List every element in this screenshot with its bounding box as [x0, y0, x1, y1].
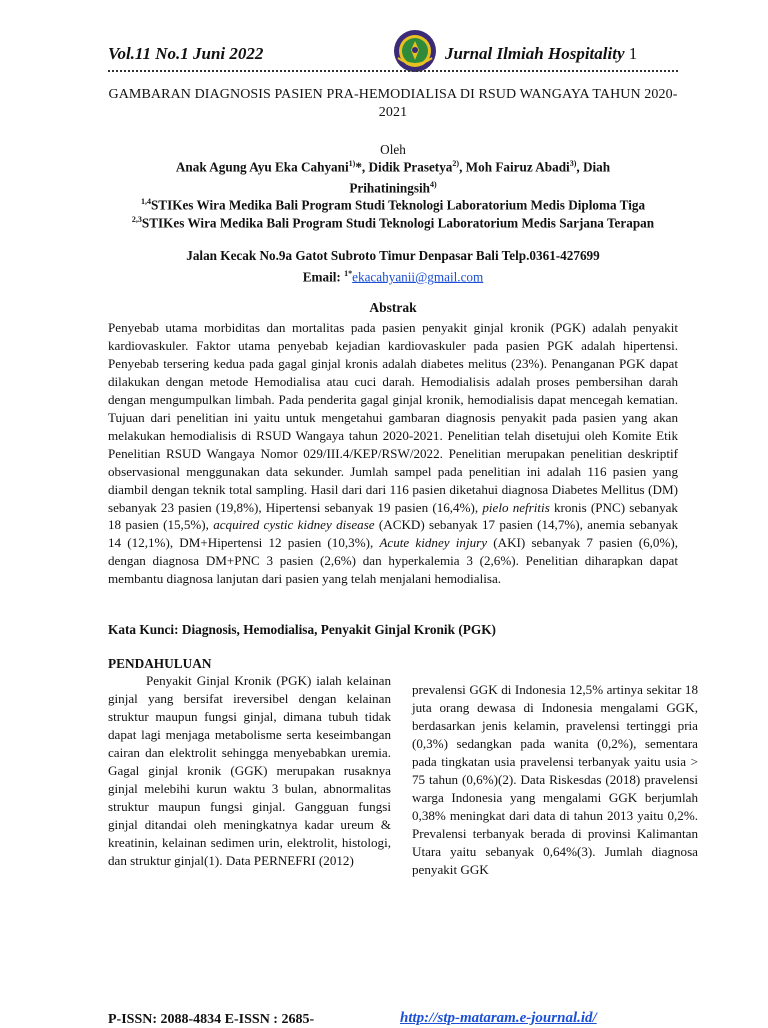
email-link[interactable]: ekacahyanii@gmail.com	[352, 269, 484, 285]
affiliation-2	[108, 211, 678, 232]
email-mark: 1*	[344, 269, 353, 278]
author-4-first: , Diah	[576, 159, 611, 175]
author-3: , Moh Fairuz Abadi	[459, 159, 570, 175]
abstract-heading: Abstrak	[369, 300, 417, 315]
abstract-term-pielonefritis: pielo nefritis	[482, 499, 550, 515]
keywords: Kata Kunci: Diagnosis, Hemodialisa, Penyakit Ginjal Kronik (PGK)	[108, 622, 496, 637]
abstract-term-ackd: acquired cystic kidney disease	[213, 517, 375, 533]
affiliation-1-mark: 1,4	[140, 197, 151, 206]
affiliation-1-text: STIKes Wira Medika Bali Program Studi Teknologi Laboratorium Medis Diploma Tiga	[150, 197, 646, 213]
footer-issn: P-ISSN: 2088-4834 E-ISSN : 2685-	[108, 1012, 315, 1027]
email-line	[108, 265, 678, 286]
author-2: *, Didik Prasetya	[355, 159, 453, 175]
section-heading-pendahuluan: PENDAHULUAN	[108, 656, 212, 671]
affiliation-2-mark: 2,3	[131, 215, 142, 224]
author-1-mark: 1)	[348, 159, 356, 168]
footer-journal-link[interactable]: http://stp-mataram.e-journal.id/	[400, 1010, 597, 1026]
address: Jalan Kecak No.9a Gatot Subroto Timur Denpasar Bali Telp.0361-427699	[186, 248, 600, 263]
paper-title: GAMBARAN DIAGNOSIS PASIEN PRA-HEMODIALISA DI RSUD WANGAYA TAHUN 2020-2021	[108, 87, 678, 120]
abstract-text-4: (AKI) sebanyak 7 pasien (6,0%), dengan diagnosa DM+PNC 3 pasien (2,6%) dan hyperkalemia 3 (2,6%). Penelitian diharapkan dapat membantu diagnosa lanjutan dari pasien yang telah menjalani hemodialisa.	[108, 535, 679, 587]
intro-right-column: prevalensi GGK di Indonesia 12,5% artinya sekitar 18 juta orang dewasa di Indonesia mengalami GGK, berdasarkan jenis kelamin, pravelensi tertinggi pria (0,3%) sedangkan pada wanita (0,2%), sementara pada tingkatan usia pravelensi terbanyak yaitu usia > 75 tahun (0,6%)(2). Data Riskesdas (2018) pravelensi warga Indonesia yang mengalami GGK berjumlah 0,38% meningkat dari data di tahun 2013 yaitu 0,2%. Prevalensi terbanyak berada di provinsi Kalimantan Utara yaitu sebanyak 0,64%(3). Jumlah diagnosa penyakit GGK	[412, 682, 698, 877]
abstract-text-2: kronis (PNC) sebanyak 18 pasien (15,5%),	[108, 499, 678, 533]
abstract-text-1: Penyebab utama morbiditas dan mortalitas pada pasien penyakit ginjal kronik (PGK) adalah penyakit kardiovaskuler. Faktor utama penyebab kejadian kardiovaskuler pada pasien PGK adalah hipertensi. Penyebab tersering kedua pada gagal ginjal kronis adalah diabetes melitus (23%). Penanganan PGK dapat dilakukan dengan metode Hemodialisa atau cuci darah. Hemodialisis adalah proses pembersihan darah dengan mengumpulkan limbah. Pada penderita gagal ginjal kronik, hemodialisis dapat mencegah kematian. Tujuan dari penelitian ini yaitu untuk mengetahui gambaran diagnosis penyakit pada pasien yang akan melakukan hemodialisis di RSUD Wangaya tahun 2020-2021. Penelitian telah disetujui oleh Komite Etik Penelitian RSUD Wangaya Nomor 029/III.4/KEP/RSW/2022. Penelitian merupakan penelitian deskriptif observasional menggunakan data sekunder. Jumlah sampel pada penelitian ini adalah 116 pasien yang diambil dengan teknik total sampling. Hasil dari dari 116 pasien diketahui diagnosa Diabetes Mellitus (DM) sebanyak 23 pasien (19,8%), Hipertensi sebanyak 19 pasien (16,4%),	[108, 320, 678, 515]
affiliation-2-text: STIKes Wira Medika Bali Program Studi Teknologi Laboratorium Medis Sarjana Terapan	[141, 215, 655, 231]
journal-name	[445, 44, 637, 64]
abstract-term-aki: Acute kidney injury	[379, 535, 488, 551]
abstract-body	[108, 319, 678, 588]
author-4-mark: 4)	[429, 180, 437, 190]
journal-title: Jurnal Ilmiah Hospitality	[445, 44, 625, 63]
journal-seal-logo	[392, 28, 438, 74]
abstract-text-3: (ACKD) sebanyak 17 pasien (14,7%), anemia sebanyak 14 (12,1%), DM+Hipertensi 12 pasien (10,3%),	[108, 517, 678, 551]
page-number: 1	[628, 44, 638, 63]
header-divider	[108, 70, 678, 72]
volume-label: Vol.11 No.1 Juni 2022	[108, 44, 264, 63]
email-label: Email:	[302, 269, 345, 285]
author-3-mark: 3)	[569, 159, 577, 168]
author-2-mark: 2)	[452, 159, 460, 168]
author-list	[108, 155, 678, 198]
author-4-last: Prihatiningsih	[349, 180, 430, 196]
author-1: Anak Agung Ayu Eka Cahyani	[175, 159, 349, 175]
intro-left-column: Penyakit Ginjal Kronik (PGK) ialah kelainan ginjal yang bersifat ireversibel dengan kelainan struktur maupun fungsi ginjal, dimana tubuh tidak dapat lagi menjaga metabolisme serta keseimbangan cairan dan elektrolit sehingga menyebabkan uremia. Gagal ginjal kronik (GGK) merupakan rusaknya ginjal melebihi kurun waktu 3 bulan, abnormalitas struktur maupun fungsi ginjal. Gangguan fungsi ginjal ditandai oleh meningkatnya kadar ureum & kreatinin, kelainan sedimen urin, elektrolit, histologi, dan struktur ginjal(1). Data PERNEFRI (2012)	[108, 673, 391, 868]
byline-label: Oleh	[380, 142, 406, 157]
